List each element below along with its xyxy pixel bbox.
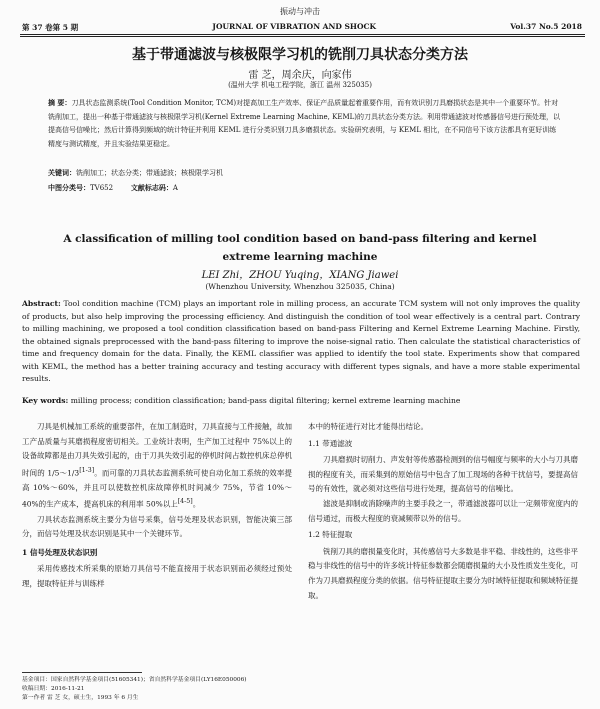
subsection-1-2-paragraph-1: 铣削刀具的磨损量变化时，其传感信号大多数是非平稳、非线性的，这些非平稳与非线性的信号中的许多统计特征参数都会随磨损量的大小及性质发生变化，可作为刀具磨损程度分类的依据。信号特征提取主要分为时域特征提取和频域特征提取。: [308, 546, 578, 600]
received-line: [22, 685, 292, 694]
abstract-cn-label: 摘 要：: [48, 98, 72, 107]
affiliation-en: (Whenzhou University, Whenzhou 325035, China): [205, 282, 395, 291]
journal-name-cn: 振动与冲击: [280, 7, 320, 16]
section-1-paragraph: 采用传感技术所采集的原始刀具信号不能直接用于状态识别而必须经过预处理，提取特征并与训练样: [22, 564, 292, 588]
keywords-en: [22, 396, 580, 405]
abstract-en-label: Abstract:: [22, 299, 61, 308]
abstract-en: [22, 298, 580, 386]
keywords-en-text: milling process; condition classification; band-pass digital filtering; kernel extreme learning machine: [70, 396, 461, 405]
keywords-cn-text: 铣削加工；状态分类；带通滤波；核极限学习机: [76, 169, 223, 177]
keywords-en-label: Key words:: [22, 396, 69, 405]
intro-paragraph-2: 刀具状态监测系统主要分为信号采集，信号处理及状态识别，智能决策三部分，而信号处理及状态识别是其中一个关键环节。: [22, 514, 292, 539]
footnote: [22, 676, 292, 703]
subsection-1-1-paragraph-1: 刀具磨损时切削力、声发射等传感器检测到的信号幅度与频率的大小与刀具磨损的程度有关，而采集到的原始信号中包含了加工现场的各种干扰信号，要提高信号的有效性，就必须对这些信号进行处理，提高信号的信噪比。: [308, 455, 578, 494]
subsection-heading-1-2: 1.2 特征提取: [308, 530, 353, 540]
abstract-cn: [48, 96, 560, 151]
body-column-left: [22, 420, 292, 592]
intro-p1-text: 刀具是机械加工系统的重要部件，在加工制造时，刀具直接与工件接触，故加工产品质量与其磨损程度密切相关。工业统计表明，生产加工过程中 75%以上的设备故障都是由刀具失效引起的，由于刀具失效引起的停机时间占数控机床总停机时间的 1/5～1/3: [22, 422, 292, 478]
intro-p1-text-b: 。而可靠的刀具状态监测系统可使自动化加工系统的效率提高 10%～60%，并且可以使数控机床故障停机时间减少 75%，节省 10%～40%的生产成本，提高机床的利用率 50%以上: [22, 468, 292, 509]
citation: [4-5]: [177, 498, 193, 506]
doc-code-label: 文献标志码：: [130, 183, 173, 192]
citation: [1-3]: [79, 466, 95, 474]
abstract-cn-text: 刀具状态监测系统(Tool Condition Monitor, TCM)对提高加工生产效率、保证产品质量起着重要作用，而有效识别刀具磨损状态是其中一个重要环节。针对铣削加工，提出一种基于带通滤波与核极限学习机(Kernel Extreme Learning Machine, KEML)的刀具状态分类方法。利用带通滤波对传感器信号进行预处理，以提高信号信噪比；然后计算得到频域的统计特征并利用 KEML 进行分类识别刀具多磨损状态。实验研究表明，与 KEML 相比，在不同信号下该方法都具有更好训练精度与测试精度，并且实验结果更稳定。: [48, 99, 561, 148]
received-label: 收稿日期：: [22, 686, 51, 692]
authors-en: LEI Zhi，ZHOU Yuqing，XIANG Jiawei: [201, 270, 399, 281]
intro-p1-text-c: 。: [192, 499, 201, 509]
fund-line: [22, 676, 292, 685]
subsection-heading-1-1: 1.1 带通滤波: [308, 438, 353, 448]
authors-cn: 雷 芝，周余庆，向家伟: [248, 70, 352, 81]
first-author-line: [22, 694, 292, 703]
subsection-1-1-paragraph-2: 滤波是抑制或消除噪声的主要手段之一，带通滤波器可以让一定频带宽度内的信号通过，而极大程度的衰减频带以外的信号。: [308, 498, 578, 523]
paper-title-en: A classification of milling tool condition based on band-pass filtering and kernel extreme learning machine: [63, 233, 537, 263]
paper-title-cn: 基于带通滤波与核极限学习机的铣削刀具状态分类方法: [132, 47, 468, 63]
affiliation-cn: (温州大学 机电工程学院，浙江 温州 325035): [228, 81, 372, 89]
clc-label: 中图分类号：: [48, 183, 90, 192]
footnote-rule: [22, 672, 142, 673]
keywords-cn-label: 关键词：: [48, 168, 76, 177]
journal-name-en: JOURNAL OF VIBRATION AND SHOCK: [212, 22, 376, 31]
first-author-text: 雷 芝 女，硕士生，1993 年 6 月生: [47, 695, 139, 701]
abstract-en-text: Tool condition machine (TCM) plays an important role in milling process, an accurate TCM system will not only improves the quality of products, but also help improving the processing efficiency. And distinguish the condition of tool wear effectively is a central part. Contrary to milling machining, we proposed a tool condition classification based on band-pass Filtering and Kernel Extreme Learning Machine. Firstly, the obtained signals preprocessed with the band-pass filtering to improve the noise-signal ratio. Then calculate the statistical characteristics of time and frequency domain for the data. Finally, the KEML classifier was applied to identify the tool state. Experiments show that compared with KEML, the method has a better training accuracy and testing accuracy with different types signals, and have a more stable experimental results.: [22, 299, 581, 383]
classification-cn: [48, 183, 560, 193]
volume-issue-cn: 第 37 卷第 5 期: [22, 23, 79, 32]
received-date: 2016-11-21: [51, 686, 85, 692]
body-column-right: [308, 420, 578, 603]
intro-paragraph-1: [22, 420, 292, 513]
fund-label: 基金项目：: [22, 677, 51, 683]
doc-code: A: [172, 184, 178, 192]
continued-paragraph: 本中的特征进行对比才能得出结论。: [308, 422, 428, 431]
header-rule-thin: [20, 36, 585, 37]
section-heading-1: 1 信号处理及状态识别: [22, 547, 98, 557]
first-author-label: 第一作者: [22, 695, 46, 701]
volume-issue-en: Vol.37 No.5 2018: [510, 22, 582, 31]
clc-code: TV652: [90, 184, 114, 192]
header-rule: [20, 34, 585, 35]
keywords-cn: [48, 168, 560, 178]
running-header: [22, 22, 582, 33]
fund-text: 国家自然科学基金项目(51605341)；省自然科学基金项目(LY16E050006): [51, 677, 247, 683]
